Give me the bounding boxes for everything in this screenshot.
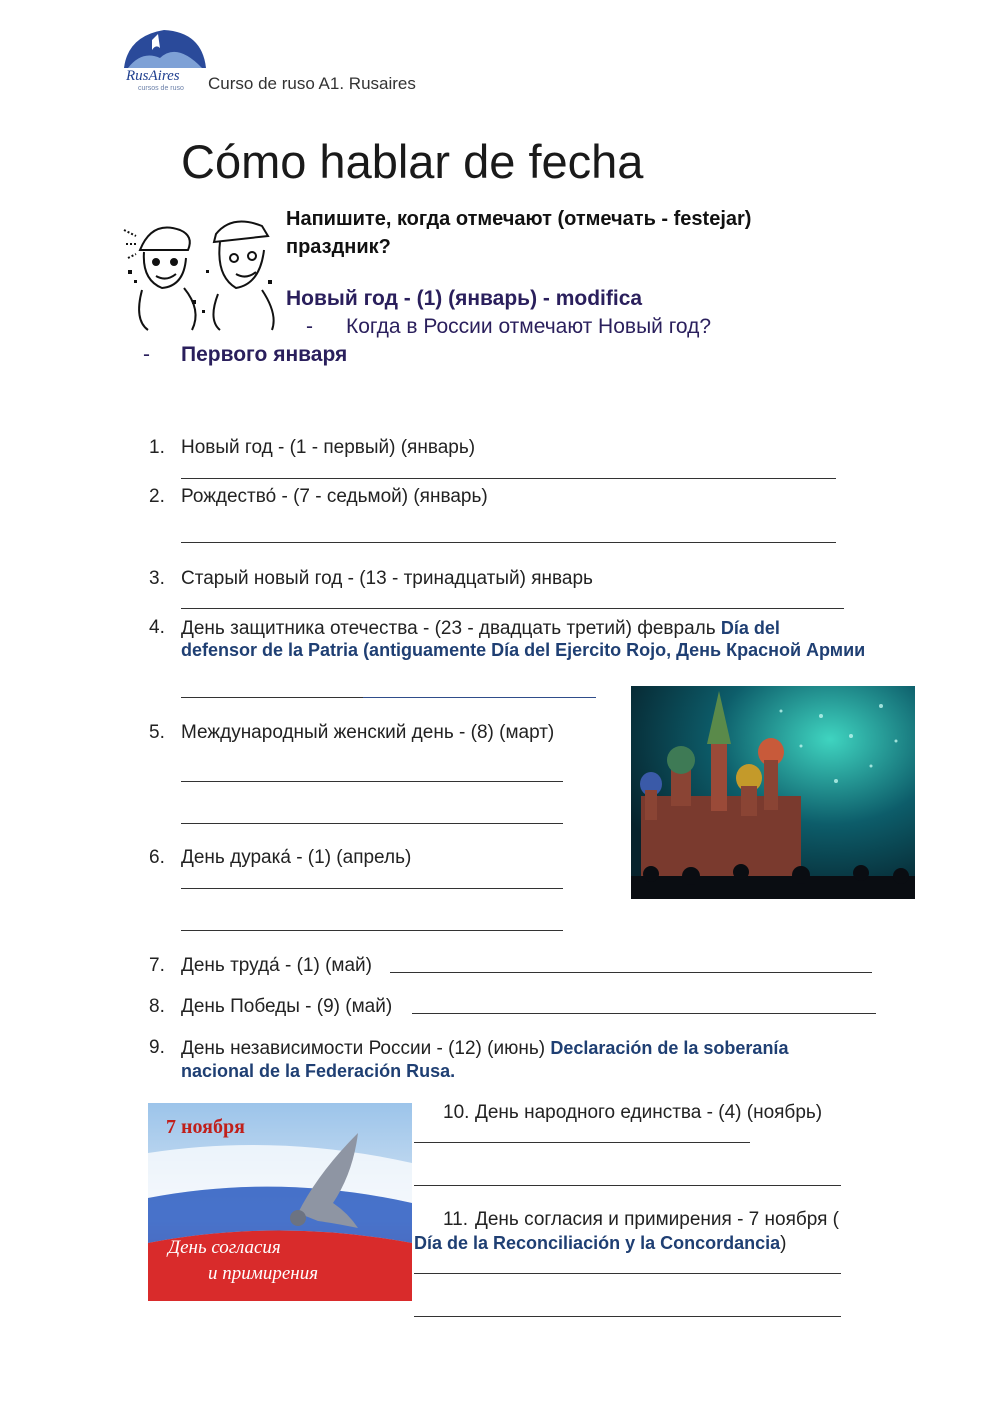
item-text: День защитника отечества - (23 - двадцать третий) февраль: [181, 618, 721, 639]
item-number: 11.: [443, 1209, 469, 1230]
item-note: Día de la Reconciliación y la Concordancia: [414, 1233, 781, 1253]
answer-line-2[interactable]: [181, 542, 836, 543]
item-11-continued: [414, 1233, 786, 1255]
answer-line-7[interactable]: [390, 972, 872, 973]
example-answer: [143, 343, 347, 367]
item-text: Международный женский день - (8) (март): [181, 722, 555, 743]
item-text: Новый год - (1 - первый) (январь): [181, 437, 476, 458]
kremlin-fireworks-photo: [631, 686, 915, 899]
logo-subtext: cursos de ruso: [138, 85, 184, 92]
answer-line-11a[interactable]: [414, 1273, 841, 1274]
item-number: 10.: [443, 1102, 470, 1123]
exercise-item-8: [149, 995, 393, 1019]
item-note: Declaración de la soberanía: [550, 1038, 789, 1058]
answer-line-10b[interactable]: [414, 1185, 841, 1186]
task-instruction: Напишите, когда отмечают (отмечать - festejar) праздник?: [286, 208, 752, 258]
answer-line-4a[interactable]: [181, 697, 363, 698]
example-question: [306, 315, 711, 339]
dash: -: [306, 315, 313, 338]
item-text: День народного единства - (4) (ноябрь): [475, 1102, 823, 1123]
example-answer-text: Первого января: [181, 343, 348, 366]
card-date: 7 ноября: [166, 1116, 245, 1138]
item-number: 7.: [149, 955, 165, 976]
answer-line-6b[interactable]: [181, 930, 563, 931]
example-question-text: Когда в России отмечают Новый год?: [346, 315, 712, 338]
item-tail: ): [780, 1233, 787, 1254]
item-note: Día del: [720, 618, 780, 638]
exercise-item-6: [149, 846, 412, 870]
page-title: Cómo hablar de fecha: [181, 135, 644, 188]
item-number: 8.: [149, 996, 165, 1017]
answer-line-10a[interactable]: [414, 1142, 750, 1143]
item-number: 9.: [149, 1037, 165, 1058]
item-text: День согласия и примирения - 7 ноября (: [475, 1209, 840, 1230]
exercise-item-4: [149, 616, 780, 641]
rusaires-logo: [122, 28, 208, 94]
item-number: 4.: [149, 617, 165, 638]
answer-line-4b[interactable]: [363, 697, 596, 698]
unity-day-card: [148, 1103, 412, 1301]
item-number: 6.: [149, 847, 165, 868]
exercise-item-7: [149, 954, 372, 978]
course-label: Curso de ruso A1. Rusaires: [208, 74, 416, 93]
exercise-item-3: [149, 567, 593, 591]
card-title-line2: и примирения: [208, 1263, 319, 1284]
item-text: Рождество́ - (7 - седьмой) (январь): [181, 486, 488, 507]
item-number: 3.: [149, 568, 165, 589]
item-number: 1.: [149, 437, 165, 458]
answer-line-3[interactable]: [181, 608, 844, 609]
item-text: День Победы - (9) (май): [181, 996, 393, 1017]
exercise-item-2: [149, 485, 488, 509]
dash: -: [143, 343, 150, 366]
cartoon-people-illustration: [122, 210, 280, 332]
item-note-continued: defensor de la Patria (antiguamente Día del Ejercito Rojo, День Красной Армии: [181, 640, 866, 660]
answer-line-5b[interactable]: [181, 823, 563, 824]
item-note-continued: nacional de la Federación Rusa.: [181, 1061, 456, 1081]
answer-line-5a[interactable]: [181, 781, 563, 782]
answer-line-6a[interactable]: [181, 888, 563, 889]
item-text: День независимости России - (12) (июнь): [181, 1038, 551, 1059]
card-title-line1: День согласия: [168, 1237, 281, 1258]
answer-line-8[interactable]: [412, 1013, 876, 1014]
exercise-item-10: [443, 1101, 823, 1125]
exercise-item-1: [149, 436, 476, 460]
example-heading: Новый год - (1) (январь) - modifica: [286, 287, 643, 310]
item-text: Старый новый год - (13 - тринадцатый) январь: [181, 568, 593, 589]
answer-line-11b[interactable]: [414, 1316, 841, 1317]
item-number: 5.: [149, 722, 165, 743]
exercise-item-11: [443, 1208, 840, 1232]
item-number: 2.: [149, 486, 165, 507]
answer-line-1[interactable]: [181, 478, 836, 479]
exercise-item-5: [149, 721, 555, 745]
exercise-item-9: [149, 1036, 789, 1061]
item-text: День труда́ - (1) (май): [181, 955, 372, 976]
item-text: День дурака́ - (1) (апрель): [181, 847, 412, 868]
logo-text: RusAires: [126, 68, 180, 84]
